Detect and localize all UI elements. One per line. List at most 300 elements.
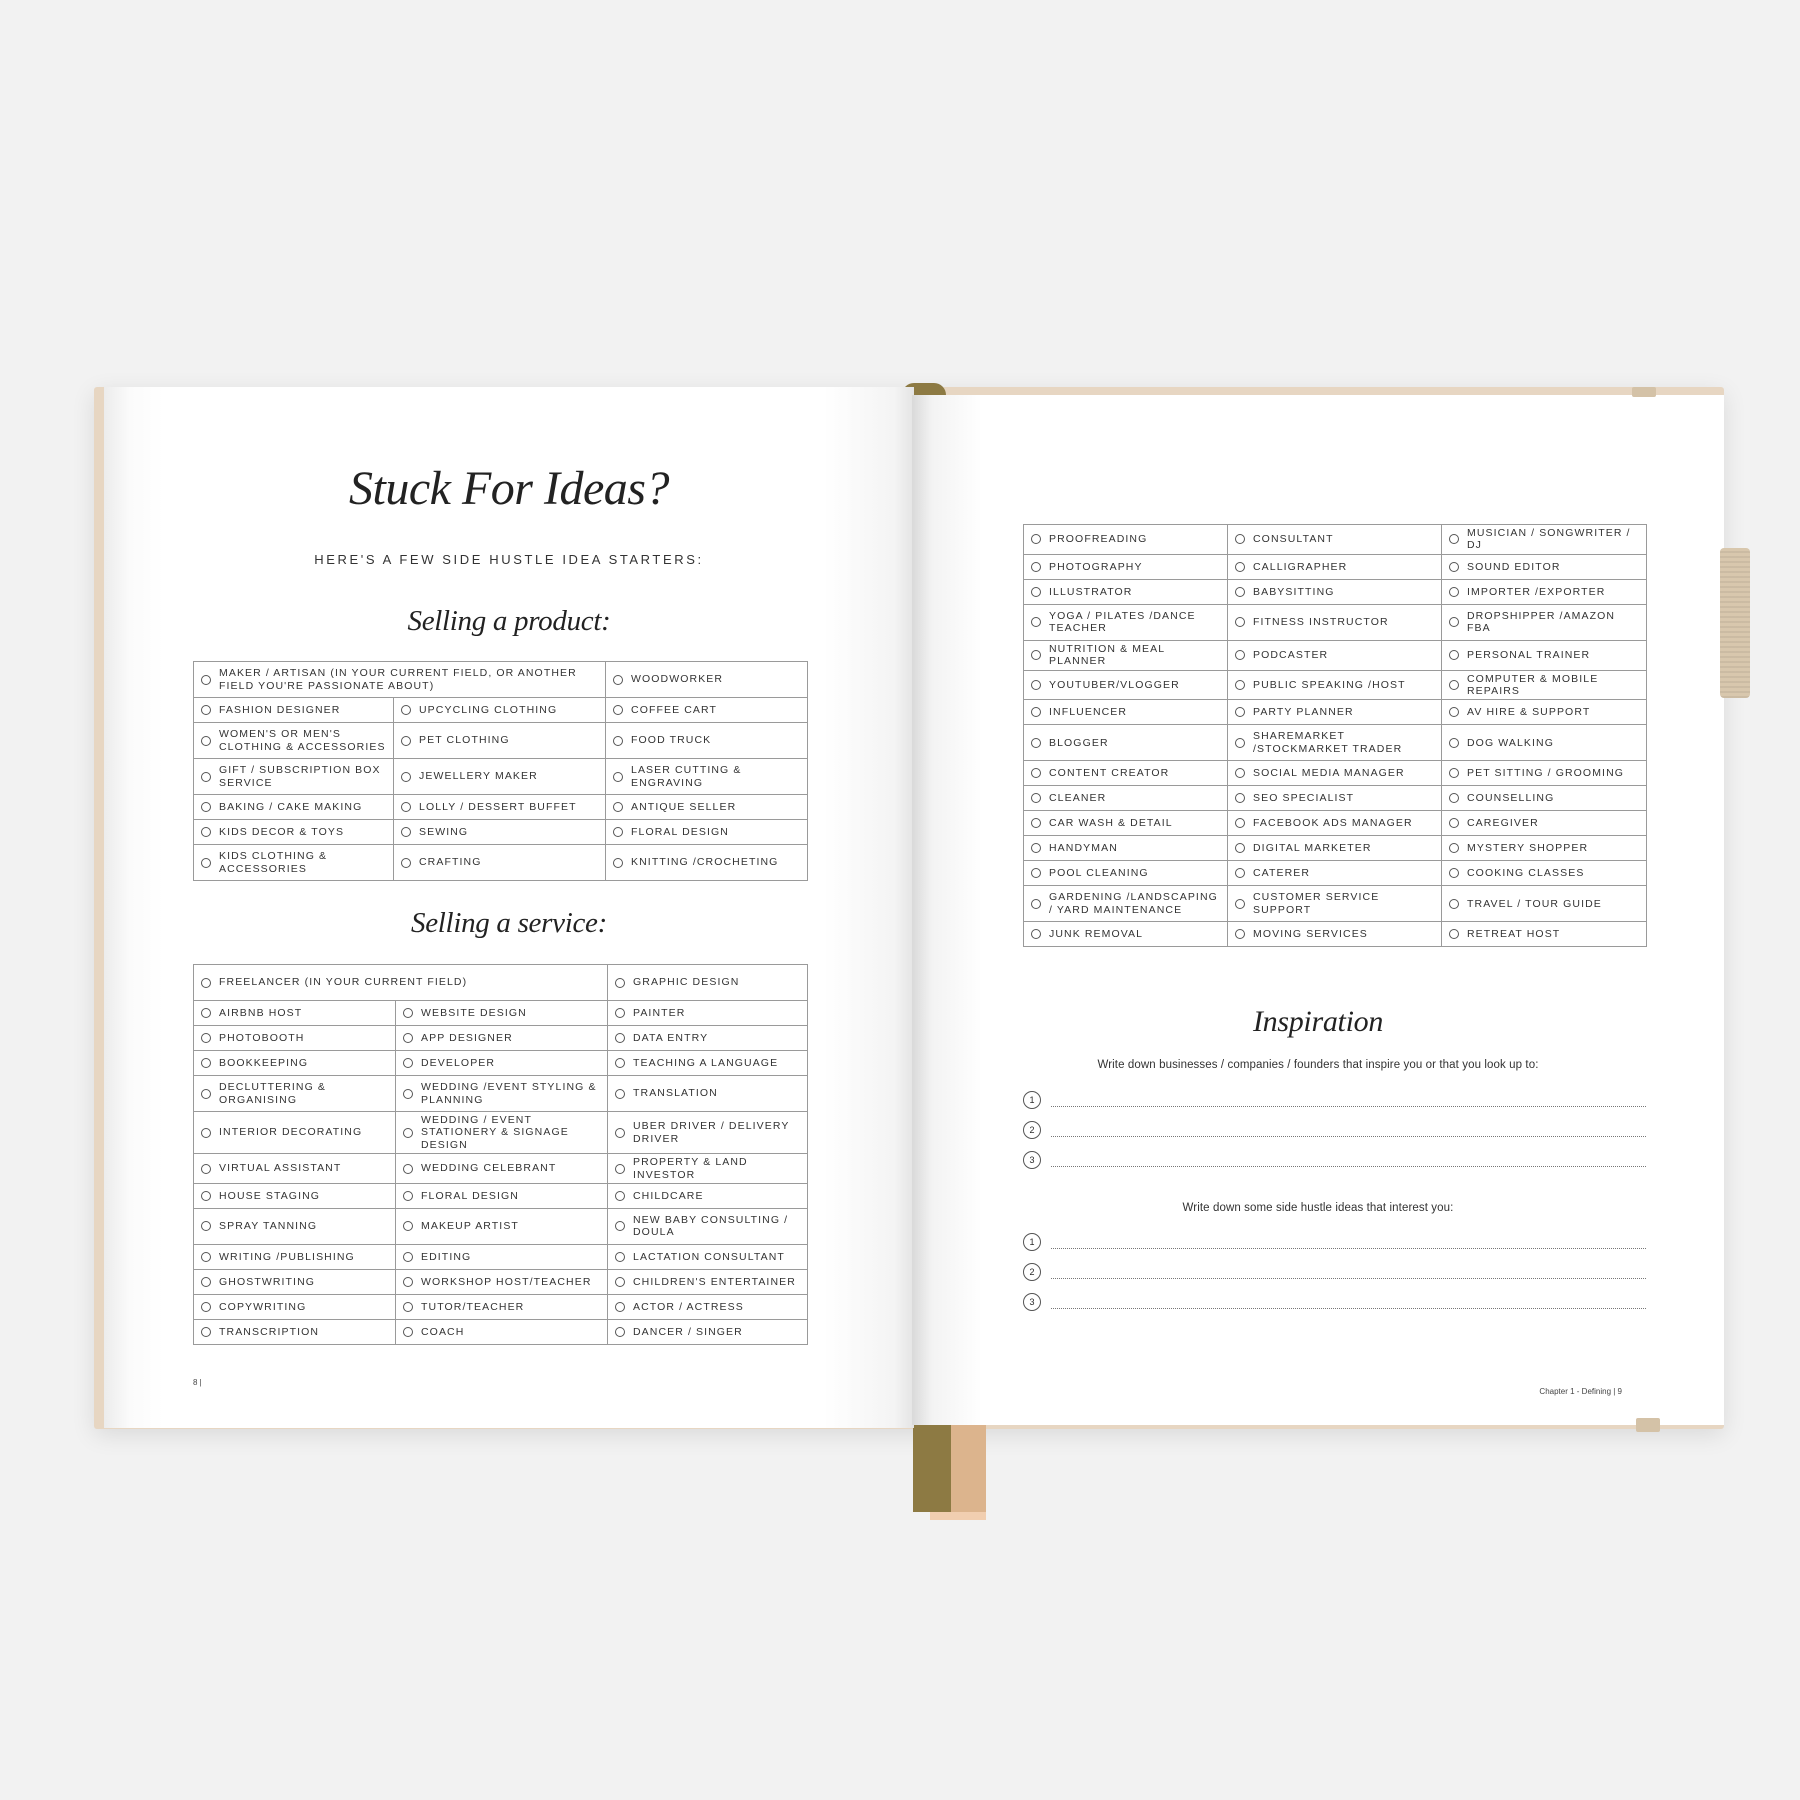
- page-number-left: 8 |: [193, 1378, 202, 1387]
- idea-option[interactable]: [396, 1076, 608, 1112]
- idea-option[interactable]: [606, 795, 808, 820]
- idea-label: TUTOR/TEACHER: [421, 1300, 525, 1313]
- inspiration-line-2[interactable]: [1023, 1121, 1646, 1143]
- idea-option[interactable]: [1228, 579, 1442, 604]
- idea-option[interactable]: [1228, 861, 1442, 886]
- checkbox-circle-icon[interactable]: [613, 858, 623, 868]
- checkbox-circle-icon[interactable]: [615, 1089, 625, 1099]
- idea-label: BAKING / CAKE MAKING: [219, 800, 363, 813]
- idea-label: WEDDING / EVENT STATIONERY & SIGNAGE DESIGN: [421, 1114, 569, 1151]
- checkbox-circle-icon[interactable]: [201, 1008, 211, 1018]
- table-row: [194, 1269, 808, 1294]
- idea-option[interactable]: [396, 1154, 608, 1184]
- checkbox-circle-icon[interactable]: [1449, 617, 1459, 627]
- idea-label: ILLUSTRATOR: [1049, 585, 1133, 598]
- idea-label: ANTIQUE SELLER: [631, 800, 737, 813]
- checkbox-circle-icon[interactable]: [201, 978, 211, 988]
- checkbox-circle-icon[interactable]: [1235, 680, 1245, 690]
- idea-option[interactable]: [1442, 886, 1647, 922]
- idea-option[interactable]: [608, 1076, 808, 1112]
- idea-option[interactable]: [1024, 811, 1228, 836]
- more-ideas-table: [1023, 524, 1647, 947]
- idea-label: MOVING SERVICES: [1253, 928, 1368, 941]
- checkbox-circle-icon[interactable]: [1449, 562, 1459, 572]
- idea-option[interactable]: [1228, 811, 1442, 836]
- idea-label: JEWELLERY MAKER: [419, 770, 538, 783]
- checkbox-circle-icon[interactable]: [201, 1128, 211, 1138]
- checkbox-circle-icon[interactable]: [1031, 868, 1041, 878]
- idea-label: GRAPHIC DESIGN: [633, 976, 740, 989]
- idea-label: KNITTING /CROCHETING: [631, 856, 779, 869]
- idea-option[interactable]: [608, 1208, 808, 1244]
- checkbox-circle-icon[interactable]: [615, 1128, 625, 1138]
- idea-option[interactable]: [396, 1183, 608, 1208]
- idea-label: BOOKKEEPING: [219, 1056, 309, 1069]
- product-ideas-table: [193, 661, 808, 881]
- checkbox-circle-icon[interactable]: [615, 1327, 625, 1337]
- idea-option[interactable]: [1228, 886, 1442, 922]
- checkbox-circle-icon[interactable]: [1031, 929, 1041, 939]
- idea-label: COUNSELLING: [1467, 792, 1555, 805]
- idea-option[interactable]: [194, 1244, 396, 1269]
- checkbox-circle-icon[interactable]: [615, 1221, 625, 1231]
- ideas-line-1[interactable]: [1023, 1233, 1646, 1255]
- checkbox-circle-icon[interactable]: [403, 1191, 413, 1201]
- idea-label: FITNESS INSTRUCTOR: [1253, 616, 1389, 629]
- table-row: [1024, 525, 1647, 555]
- checkbox-circle-icon[interactable]: [1031, 534, 1041, 544]
- idea-option[interactable]: [608, 1026, 808, 1051]
- table-row: [1024, 640, 1647, 670]
- checkbox-circle-icon[interactable]: [403, 1252, 413, 1262]
- checkbox-circle-icon[interactable]: [401, 858, 411, 868]
- idea-option[interactable]: [1228, 554, 1442, 579]
- idea-label: WEDDING CELEBRANT: [421, 1162, 557, 1175]
- checkbox-circle-icon[interactable]: [613, 827, 623, 837]
- checkbox-circle-icon[interactable]: [1031, 793, 1041, 803]
- idea-option[interactable]: [1228, 604, 1442, 640]
- idea-label: BLOGGER: [1049, 736, 1109, 749]
- checkbox-circle-icon[interactable]: [1235, 768, 1245, 778]
- idea-label: GHOSTWRITING: [219, 1275, 316, 1288]
- idea-option[interactable]: [1228, 786, 1442, 811]
- idea-option[interactable]: [396, 1244, 608, 1269]
- checkbox-circle-icon[interactable]: [403, 1128, 413, 1138]
- idea-option[interactable]: [1024, 579, 1228, 604]
- table-row: [194, 1244, 808, 1269]
- idea-label: PODCASTER: [1253, 648, 1329, 661]
- idea-label: DANCER / SINGER: [633, 1325, 743, 1338]
- idea-label: JUNK REMOVAL: [1049, 928, 1144, 941]
- checkbox-circle-icon[interactable]: [401, 736, 411, 746]
- service-ideas-table: [193, 964, 808, 1345]
- table-row: [1024, 604, 1647, 640]
- idea-option[interactable]: [194, 1183, 396, 1208]
- idea-option[interactable]: [194, 1001, 396, 1026]
- checkbox-circle-icon[interactable]: [615, 1252, 625, 1262]
- idea-option[interactable]: [1442, 922, 1647, 947]
- idea-option[interactable]: [1024, 700, 1228, 725]
- idea-option[interactable]: [396, 1319, 608, 1344]
- idea-label: ACTOR / ACTRESS: [633, 1300, 744, 1313]
- idea-label: COFFEE CART: [631, 703, 718, 716]
- idea-option[interactable]: [1228, 525, 1442, 555]
- checkbox-circle-icon[interactable]: [1235, 818, 1245, 828]
- idea-option[interactable]: [194, 723, 394, 759]
- checkbox-circle-icon[interactable]: [1235, 534, 1245, 544]
- idea-label: CRAFTING: [419, 856, 482, 869]
- checkbox-circle-icon[interactable]: [1031, 738, 1041, 748]
- checkbox-circle-icon[interactable]: [613, 802, 623, 812]
- idea-option[interactable]: [194, 662, 606, 698]
- idea-option[interactable]: [606, 759, 808, 795]
- table-row: [1024, 922, 1647, 947]
- idea-option[interactable]: [1024, 886, 1228, 922]
- idea-option[interactable]: [1024, 525, 1228, 555]
- idea-option[interactable]: [396, 1208, 608, 1244]
- idea-option[interactable]: [1228, 640, 1442, 670]
- idea-option[interactable]: [1442, 725, 1647, 761]
- idea-option[interactable]: [394, 820, 606, 845]
- idea-label: FREELANCER (IN YOUR CURRENT FIELD): [219, 976, 468, 989]
- idea-option[interactable]: [394, 698, 606, 723]
- idea-option[interactable]: [608, 965, 808, 1001]
- checkbox-circle-icon[interactable]: [1235, 707, 1245, 717]
- idea-option[interactable]: [394, 723, 606, 759]
- idea-option[interactable]: [1024, 761, 1228, 786]
- table-row: [194, 845, 808, 881]
- idea-label: DEVELOPER: [421, 1056, 496, 1069]
- idea-option[interactable]: [394, 759, 606, 795]
- idea-option[interactable]: [1024, 640, 1228, 670]
- checkbox-circle-icon[interactable]: [201, 1033, 211, 1043]
- table-row: [1024, 725, 1647, 761]
- idea-option[interactable]: [194, 1154, 396, 1184]
- checkbox-circle-icon[interactable]: [201, 1302, 211, 1312]
- checkbox-circle-icon[interactable]: [1235, 793, 1245, 803]
- checkbox-circle-icon[interactable]: [1449, 929, 1459, 939]
- checkbox-circle-icon[interactable]: [201, 675, 211, 685]
- checkbox-circle-icon[interactable]: [401, 827, 411, 837]
- idea-label: SEWING: [419, 825, 469, 838]
- idea-option[interactable]: [1442, 761, 1647, 786]
- checkbox-circle-icon[interactable]: [1235, 650, 1245, 660]
- checkbox-circle-icon[interactable]: [1449, 650, 1459, 660]
- checkbox-circle-icon[interactable]: [1449, 768, 1459, 778]
- checkbox-circle-icon[interactable]: [613, 675, 623, 685]
- checkbox-circle-icon[interactable]: [201, 705, 211, 715]
- idea-option[interactable]: [194, 845, 394, 881]
- checkbox-circle-icon[interactable]: [401, 705, 411, 715]
- idea-label: NUTRITION & MEAL PLANNER: [1049, 642, 1165, 668]
- idea-option[interactable]: [1228, 922, 1442, 947]
- checkbox-circle-icon[interactable]: [1449, 534, 1459, 544]
- idea-option[interactable]: [608, 1183, 808, 1208]
- idea-option[interactable]: [1442, 579, 1647, 604]
- idea-option[interactable]: [608, 1294, 808, 1319]
- idea-option[interactable]: [1024, 786, 1228, 811]
- idea-option[interactable]: [606, 845, 808, 881]
- idea-option[interactable]: [1442, 604, 1647, 640]
- checkbox-circle-icon[interactable]: [1031, 768, 1041, 778]
- inspiration-line-1[interactable]: [1023, 1091, 1646, 1113]
- idea-option[interactable]: [194, 1051, 396, 1076]
- checkbox-circle-icon[interactable]: [1235, 562, 1245, 572]
- checkbox-circle-icon[interactable]: [403, 1221, 413, 1231]
- idea-label: COPYWRITING: [219, 1300, 307, 1313]
- table-row: [194, 1208, 808, 1244]
- checkbox-circle-icon[interactable]: [1449, 707, 1459, 717]
- idea-option[interactable]: [1228, 761, 1442, 786]
- idea-label: EDITING: [421, 1250, 472, 1263]
- checkbox-circle-icon[interactable]: [1235, 587, 1245, 597]
- idea-label: PET SITTING / GROOMING: [1467, 767, 1625, 780]
- idea-label: FLORAL DESIGN: [631, 825, 729, 838]
- idea-option[interactable]: [608, 1319, 808, 1344]
- checkbox-circle-icon[interactable]: [1449, 738, 1459, 748]
- checkbox-circle-icon[interactable]: [615, 1033, 625, 1043]
- idea-option[interactable]: [194, 1208, 396, 1244]
- checkbox-circle-icon[interactable]: [403, 1089, 413, 1099]
- idea-option[interactable]: [608, 1154, 808, 1184]
- checkbox-circle-icon[interactable]: [201, 772, 211, 782]
- checkbox-circle-icon[interactable]: [615, 1191, 625, 1201]
- checkbox-circle-icon[interactable]: [615, 1302, 625, 1312]
- checkbox-circle-icon[interactable]: [403, 1033, 413, 1043]
- table-row: [194, 820, 808, 845]
- checkbox-circle-icon[interactable]: [201, 1191, 211, 1201]
- ideas-line-2[interactable]: [1023, 1263, 1646, 1285]
- checkbox-circle-icon[interactable]: [1449, 899, 1459, 909]
- idea-option[interactable]: [194, 820, 394, 845]
- idea-label: TRAVEL / TOUR GUIDE: [1467, 897, 1602, 910]
- inspiration-heading: Inspiration: [1252, 1005, 1384, 1038]
- checkbox-circle-icon[interactable]: [1031, 617, 1041, 627]
- checkbox-circle-icon[interactable]: [613, 736, 623, 746]
- checkbox-circle-icon[interactable]: [403, 1277, 413, 1287]
- checkbox-circle-icon[interactable]: [1235, 843, 1245, 853]
- idea-option[interactable]: [1228, 725, 1442, 761]
- number-circle: 1: [1023, 1091, 1041, 1109]
- inspiration-line-3[interactable]: [1023, 1151, 1646, 1173]
- idea-label: CHILDCARE: [633, 1189, 704, 1202]
- ideas-line-3[interactable]: [1023, 1293, 1646, 1315]
- checkbox-circle-icon[interactable]: [1031, 818, 1041, 828]
- checkbox-circle-icon[interactable]: [1031, 707, 1041, 717]
- idea-option[interactable]: [194, 759, 394, 795]
- idea-option[interactable]: [194, 1112, 396, 1154]
- idea-label: SEO SPECIALIST: [1253, 792, 1355, 805]
- product-heading: Selling a product:: [407, 605, 611, 637]
- checkbox-circle-icon[interactable]: [1449, 868, 1459, 878]
- idea-option[interactable]: [1024, 670, 1228, 700]
- idea-option[interactable]: [194, 795, 394, 820]
- page-title: Stuck For Ideas?: [349, 462, 669, 515]
- idea-option[interactable]: [606, 820, 808, 845]
- idea-label: WOMEN'S OR MEN'S CLOTHING & ACCESSORIES: [219, 728, 386, 753]
- table-row: [1024, 670, 1647, 700]
- table-row: [194, 1154, 808, 1184]
- idea-label: HOUSE STAGING: [219, 1189, 321, 1202]
- idea-label: SHAREMARKET /STOCKMARKET TRADER: [1253, 730, 1403, 755]
- checkbox-circle-icon[interactable]: [201, 1277, 211, 1287]
- checkbox-circle-icon[interactable]: [1031, 899, 1041, 909]
- idea-option[interactable]: [194, 1026, 396, 1051]
- idea-option[interactable]: [1442, 861, 1647, 886]
- checkbox-circle-icon[interactable]: [1449, 793, 1459, 803]
- checkbox-circle-icon[interactable]: [615, 1008, 625, 1018]
- idea-option[interactable]: [396, 1026, 608, 1051]
- idea-option[interactable]: [396, 1294, 608, 1319]
- idea-label: PHOTOBOOTH: [219, 1031, 305, 1044]
- idea-option[interactable]: [396, 1112, 608, 1154]
- idea-label: WOODWORKER: [631, 673, 724, 686]
- checkbox-circle-icon[interactable]: [403, 1164, 413, 1174]
- page-number-right: Chapter 1 - Defining | 9: [1539, 1387, 1622, 1396]
- idea-label: WEDDING /EVENT STYLING & PLANNING: [421, 1081, 597, 1106]
- checkbox-circle-icon[interactable]: [201, 1327, 211, 1337]
- checkbox-circle-icon[interactable]: [615, 1277, 625, 1287]
- idea-option[interactable]: [396, 1269, 608, 1294]
- idea-option[interactable]: [194, 965, 608, 1001]
- checkbox-circle-icon[interactable]: [615, 1164, 625, 1174]
- idea-option[interactable]: [194, 1076, 396, 1112]
- idea-option[interactable]: [1442, 525, 1647, 555]
- idea-label: UPCYCLING CLOTHING: [419, 703, 558, 716]
- checkbox-circle-icon[interactable]: [1031, 587, 1041, 597]
- idea-label: CHILDREN'S ENTERTAINER: [633, 1275, 796, 1288]
- idea-label: YOGA / PILATES /DANCE TEACHER: [1049, 609, 1196, 635]
- idea-option[interactable]: [194, 1294, 396, 1319]
- checkbox-circle-icon[interactable]: [401, 802, 411, 812]
- checkbox-circle-icon[interactable]: [201, 1252, 211, 1262]
- dotted-line: [1051, 1308, 1646, 1309]
- checkbox-circle-icon[interactable]: [403, 1327, 413, 1337]
- idea-label: DATA ENTRY: [633, 1031, 709, 1044]
- table-row: [1024, 700, 1647, 725]
- idea-option[interactable]: [608, 1001, 808, 1026]
- idea-option[interactable]: [608, 1269, 808, 1294]
- table-row: [194, 1076, 808, 1112]
- idea-option[interactable]: [1024, 861, 1228, 886]
- checkbox-circle-icon[interactable]: [201, 858, 211, 868]
- idea-option[interactable]: [608, 1244, 808, 1269]
- idea-option[interactable]: [1442, 670, 1647, 700]
- idea-option[interactable]: [1442, 640, 1647, 670]
- checkbox-circle-icon[interactable]: [201, 1058, 211, 1068]
- idea-label: MAKER / ARTISAN (IN YOUR CURRENT FIELD, OR ANOTHER FIELD YOU'RE PASSIONATE ABOUT): [219, 667, 577, 692]
- checkbox-circle-icon[interactable]: [403, 1302, 413, 1312]
- idea-option[interactable]: [1442, 836, 1647, 861]
- idea-label: CONTENT CREATOR: [1049, 767, 1170, 780]
- table-row: [194, 698, 808, 723]
- idea-label: GARDENING /LANDSCAPING / YARD MAINTENANCE: [1049, 891, 1218, 916]
- checkbox-circle-icon[interactable]: [1235, 899, 1245, 909]
- table-row: [194, 1051, 808, 1076]
- checkbox-circle-icon[interactable]: [613, 772, 623, 782]
- checkbox-circle-icon[interactable]: [201, 736, 211, 746]
- idea-option[interactable]: [608, 1051, 808, 1076]
- checkbox-circle-icon[interactable]: [1449, 680, 1459, 690]
- idea-label: CLEANER: [1049, 792, 1107, 805]
- idea-option[interactable]: [1024, 725, 1228, 761]
- idea-label: GIFT / SUBSCRIPTION BOX SERVICE: [219, 764, 381, 789]
- table-row: [1024, 761, 1647, 786]
- checkbox-circle-icon[interactable]: [1031, 562, 1041, 572]
- idea-option[interactable]: [194, 1319, 396, 1344]
- checkbox-circle-icon[interactable]: [201, 1164, 211, 1174]
- checkbox-circle-icon[interactable]: [1031, 650, 1041, 660]
- idea-option[interactable]: [1024, 604, 1228, 640]
- idea-option[interactable]: [194, 698, 394, 723]
- idea-label: KIDS DECOR & TOYS: [219, 825, 345, 838]
- checkbox-circle-icon[interactable]: [403, 1008, 413, 1018]
- idea-option[interactable]: [606, 662, 808, 698]
- idea-option[interactable]: [1228, 700, 1442, 725]
- idea-option[interactable]: [1442, 700, 1647, 725]
- idea-label: PAINTER: [633, 1006, 686, 1019]
- idea-option[interactable]: [608, 1112, 808, 1154]
- idea-option[interactable]: [1024, 836, 1228, 861]
- table-row: [194, 965, 808, 1001]
- idea-option[interactable]: [606, 723, 808, 759]
- checkbox-circle-icon[interactable]: [615, 1058, 625, 1068]
- checkbox-circle-icon[interactable]: [201, 1089, 211, 1099]
- checkbox-circle-icon[interactable]: [613, 705, 623, 715]
- checkbox-circle-icon[interactable]: [201, 1221, 211, 1231]
- idea-option[interactable]: [1442, 786, 1647, 811]
- checkbox-circle-icon[interactable]: [615, 978, 625, 988]
- checkbox-circle-icon[interactable]: [201, 802, 211, 812]
- idea-label: PHOTOGRAPHY: [1049, 560, 1143, 573]
- checkbox-circle-icon[interactable]: [1449, 818, 1459, 828]
- checkbox-circle-icon[interactable]: [1235, 929, 1245, 939]
- inspiration-prompt: Write down businesses / companies / founders that inspire you or that you look up to:: [1097, 1059, 1539, 1071]
- idea-label: COOKING CLASSES: [1467, 867, 1585, 880]
- checkbox-circle-icon[interactable]: [1449, 843, 1459, 853]
- idea-option[interactable]: [1024, 554, 1228, 579]
- idea-option[interactable]: [606, 698, 808, 723]
- idea-option[interactable]: [396, 1051, 608, 1076]
- dotted-line: [1051, 1166, 1646, 1167]
- idea-option[interactable]: [1442, 554, 1647, 579]
- checkbox-circle-icon[interactable]: [401, 772, 411, 782]
- idea-label: TRANSLATION: [633, 1087, 718, 1100]
- checkbox-circle-icon[interactable]: [201, 827, 211, 837]
- checkbox-circle-icon[interactable]: [1235, 868, 1245, 878]
- idea-label: UBER DRIVER / DELIVERY DRIVER: [633, 1120, 790, 1145]
- checkbox-circle-icon[interactable]: [1449, 587, 1459, 597]
- idea-option[interactable]: [194, 1269, 396, 1294]
- idea-option[interactable]: [1228, 670, 1442, 700]
- checkbox-circle-icon[interactable]: [1235, 617, 1245, 627]
- number-circle: 1: [1023, 1233, 1041, 1251]
- idea-option[interactable]: [394, 845, 606, 881]
- idea-option[interactable]: [1024, 922, 1228, 947]
- idea-label: COACH: [421, 1325, 465, 1338]
- checkbox-circle-icon[interactable]: [1031, 680, 1041, 690]
- idea-option[interactable]: [394, 795, 606, 820]
- idea-option[interactable]: [1228, 836, 1442, 861]
- idea-option[interactable]: [1442, 811, 1647, 836]
- idea-option[interactable]: [396, 1001, 608, 1026]
- number-circle: 2: [1023, 1263, 1041, 1281]
- table-row: [1024, 861, 1647, 886]
- checkbox-circle-icon[interactable]: [1235, 738, 1245, 748]
- checkbox-circle-icon[interactable]: [403, 1058, 413, 1068]
- checkbox-circle-icon[interactable]: [1031, 843, 1041, 853]
- service-heading: Selling a service:: [411, 907, 607, 939]
